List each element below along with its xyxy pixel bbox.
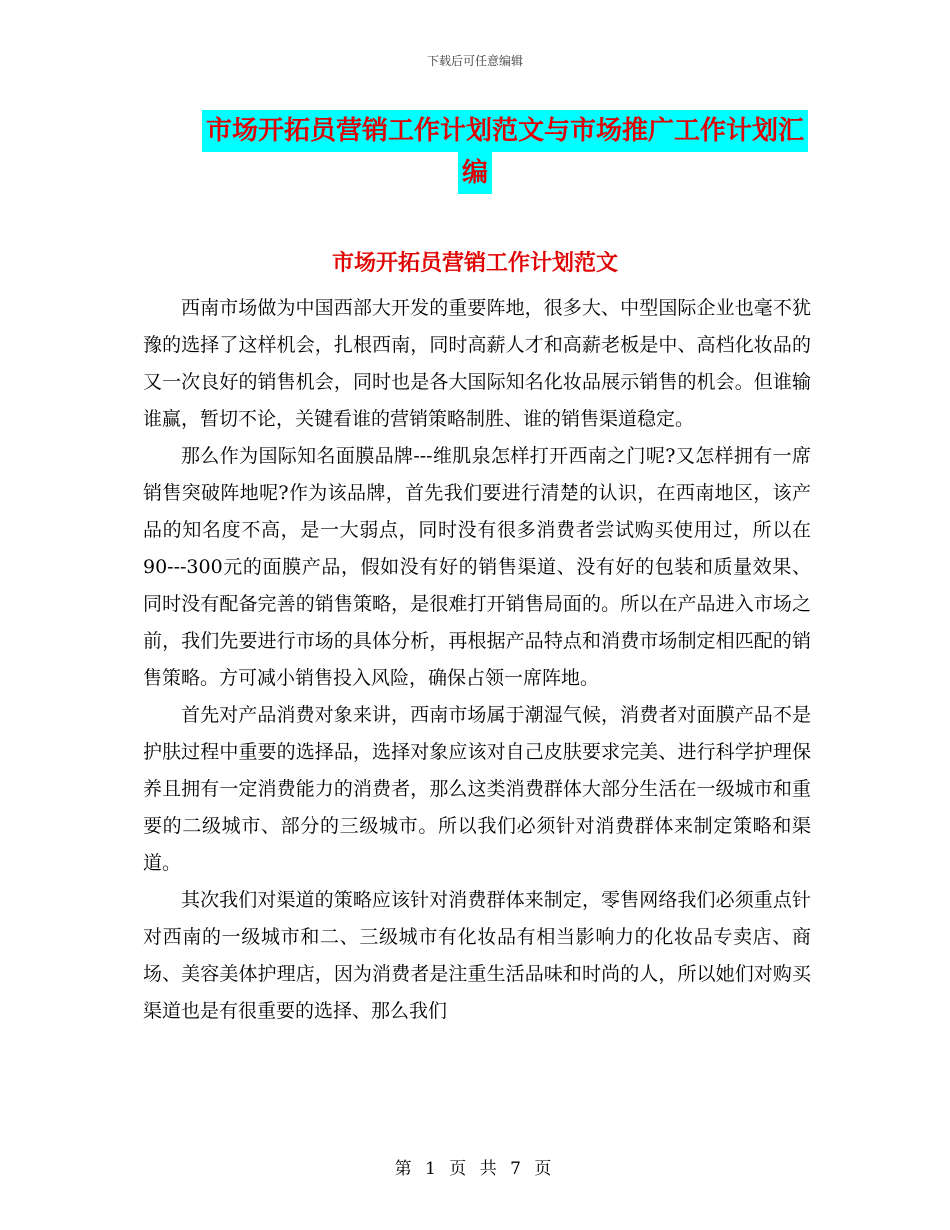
section-title: 市场开拓员营销工作计划范文 <box>331 250 618 276</box>
document-title-line-2: 编 <box>458 152 492 194</box>
page-number: 第 1 页 共 7 页 <box>394 1159 556 1179</box>
paragraph: 其次我们对渠道的策略应该针对消费群体来制定，零售网络我们必须重点针对西南的一级城市和二、三级城市有化妆品有相当影响力的化妆品专卖店、商场、美容美体护理店，因为消费者是注重生活品味和时尚的人，所以她们对购买渠道也是有很重要的选择、那么我们 <box>143 889 811 1022</box>
paragraph: 首先对产品消费对象来讲，西南市场属于潮湿气候，消费者对面膜产品不是护肤过程中重要的选择品，选择对象应该对自己皮肤要求完美、进行科学护理保养且拥有一定消费能力的消费者，那么这类消费群体大部分生活在一级城市和重要的二级城市、部分的三级城市。所以我们必须针对消费群体来制定策略和渠道。 <box>143 704 811 874</box>
paragraph: 那么作为国际知名面膜品牌---维肌泉怎样打开西南之门呢?又怎样拥有一席销售突破阵地呢?作为该品牌，首先我们要进行清楚的认识，在西南地区，该产品的知名度不高，是一大弱点，同时没有很多消费者尝试购买使用过，所以在90---300元的面膜产品，假如没有好的销售渠道、没有好的包装和质量效果、同时没有配备完善的销售策略，是很难打开销售局面的。所以在产品进入市场之前，我们先要进行市场的具体分析，再根据产品特点和消费市场制定相匹配的销售策略。方可减小销售投入风险，确保占领一席阵地。 <box>143 445 811 689</box>
body-text <box>143 290 811 1030</box>
paragraph: 西南市场做为中国西部大开发的重要阵地，很多大、中型国际企业也毫不犹豫的选择了这样机会，扎根西南，同时高薪人才和高薪老板是中、高档化妆品的又一次良好的销售机会，同时也是各大国际知名化妆品展示销售的机会。但谁输谁赢，暂切不论，关键看谁的营销策略制胜、谁的销售渠道稳定。 <box>143 297 811 430</box>
document-title-line-1: 市场开拓员营销工作计划范文与市场推广工作计划汇 <box>202 110 808 152</box>
document-title <box>0 110 950 194</box>
header-note: 下载后可任意编辑 <box>426 54 523 68</box>
